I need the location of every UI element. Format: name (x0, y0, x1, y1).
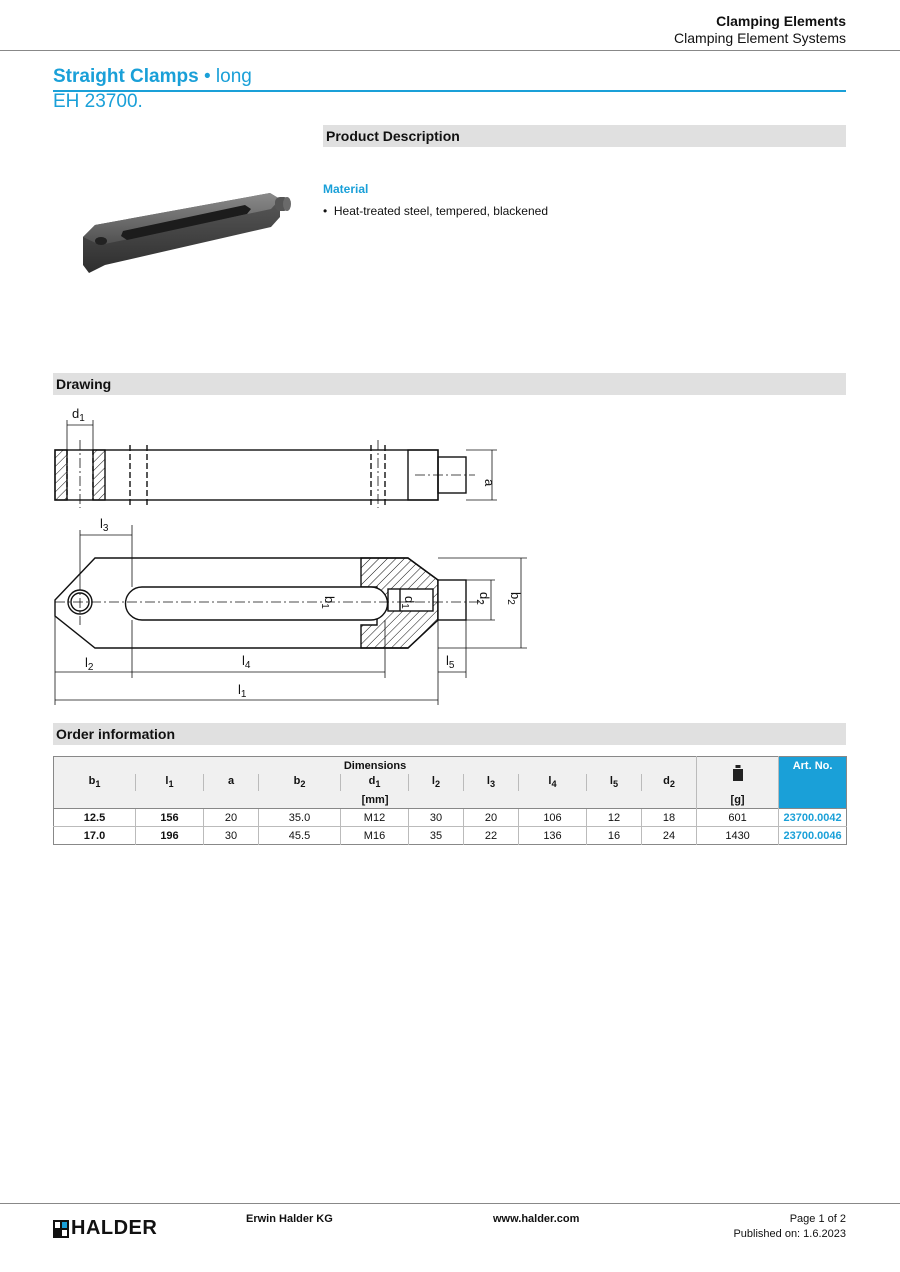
footer-published-date: Published on: 1.6.2023 (733, 1228, 846, 1240)
cell-d1: M12 (341, 809, 409, 827)
cell-l5: 12 (587, 809, 642, 827)
title-divider (53, 90, 846, 92)
cell-b2: 45.5 (259, 827, 341, 845)
label-b2: $b_2$ (505, 592, 523, 605)
col-header-l5: $l_5$ (587, 774, 642, 791)
footer-page-number: Page 1 of 2 (789, 1213, 846, 1225)
weight-header (697, 757, 779, 792)
cell-l2: 30 (409, 809, 464, 827)
label-a: a (482, 479, 497, 487)
product-code: EH 23700. (53, 91, 143, 112)
product-title (53, 66, 252, 88)
table-row (54, 809, 847, 827)
footer-divider (0, 1203, 900, 1204)
col-header-d2: $d_2$ (642, 774, 697, 791)
footer-website-link[interactable]: www.halder.com (493, 1213, 580, 1225)
material-heading: Material (323, 182, 369, 196)
cell-b1: 12.5 (54, 809, 136, 827)
label-l4: $l_4$ (242, 653, 251, 671)
cell-weight: 601 (697, 809, 779, 827)
material-item: • Heat-treated steel, tempered, blackened (323, 204, 548, 218)
product-photo (75, 185, 295, 280)
cell-l4: 136 (519, 827, 587, 845)
cell-b2: 35.0 (259, 809, 341, 827)
cell-l3: 22 (464, 827, 519, 845)
label-l1: $l_1$ (238, 682, 247, 700)
cell-art-no-link[interactable]: 23700.0046 (779, 827, 847, 845)
cell-a: 20 (204, 809, 259, 827)
label-l5: $l_5$ (446, 653, 455, 671)
cell-d2: 24 (642, 827, 697, 845)
weight-icon (732, 765, 744, 781)
col-header-l1: $l_1$ (136, 774, 204, 791)
product-description-heading: Product Description (323, 125, 846, 147)
cell-l1: 196 (136, 827, 204, 845)
order-table (53, 756, 847, 845)
table-group-header-row (54, 757, 847, 775)
label-d2: $d_2$ (474, 592, 492, 605)
material-item-text: Heat-treated steel, tempered, blackened (333, 204, 548, 218)
header-divider (0, 50, 900, 51)
product-title-rest: • long (203, 66, 252, 87)
footer-company: Erwin Halder KG (246, 1213, 333, 1225)
label-d1-front: $d_1$ (399, 596, 417, 609)
col-header-d1: $d_1$ (341, 774, 409, 791)
cell-l1: 156 (136, 809, 204, 827)
col-header-b1: $b_1$ (88, 775, 101, 790)
technical-drawing (45, 400, 535, 712)
cell-l5: 16 (587, 827, 642, 845)
col-header-b2: $b_2$ (259, 774, 341, 791)
halder-logo-icon (53, 1220, 69, 1238)
halder-logo (53, 1217, 157, 1240)
cell-d2: 18 (642, 809, 697, 827)
table-unit-row (54, 791, 847, 809)
cell-l3: 20 (464, 809, 519, 827)
cell-weight: 1430 (697, 827, 779, 845)
cell-l4: 106 (519, 809, 587, 827)
label-b1: $b_1$ (319, 596, 337, 609)
cell-d1: M16 (341, 827, 409, 845)
product-title-bold: Straight Clamps (53, 66, 199, 87)
halder-logo-text: HALDER (71, 1217, 158, 1239)
cell-l2: 35 (409, 827, 464, 845)
header-category: Clamping Elements (716, 13, 846, 29)
col-header-l2: $l_2$ (409, 774, 464, 791)
cell-b1: 17.0 (54, 827, 136, 845)
drawing-heading: Drawing (53, 373, 846, 395)
cell-art-no-link[interactable]: 23700.0042 (779, 809, 847, 827)
unit-g: [g] (697, 791, 779, 809)
label-l3: $l_3$ (100, 516, 109, 534)
table-row (54, 827, 847, 845)
col-header-l3: $l_3$ (464, 774, 519, 791)
cell-a: 30 (204, 827, 259, 845)
label-d1-top: $d_1$ (72, 406, 85, 424)
art-no-header: Art. No. (779, 757, 847, 809)
label-l2: $l_2$ (85, 655, 94, 673)
dimensions-header: Dimensions (343, 759, 407, 772)
col-header-a: a (204, 774, 259, 791)
col-header-l4: $l_4$ (519, 774, 587, 791)
unit-mm: [mm] (361, 793, 389, 806)
order-information-heading: Order information (53, 723, 846, 745)
header-subcategory: Clamping Element Systems (674, 30, 846, 46)
